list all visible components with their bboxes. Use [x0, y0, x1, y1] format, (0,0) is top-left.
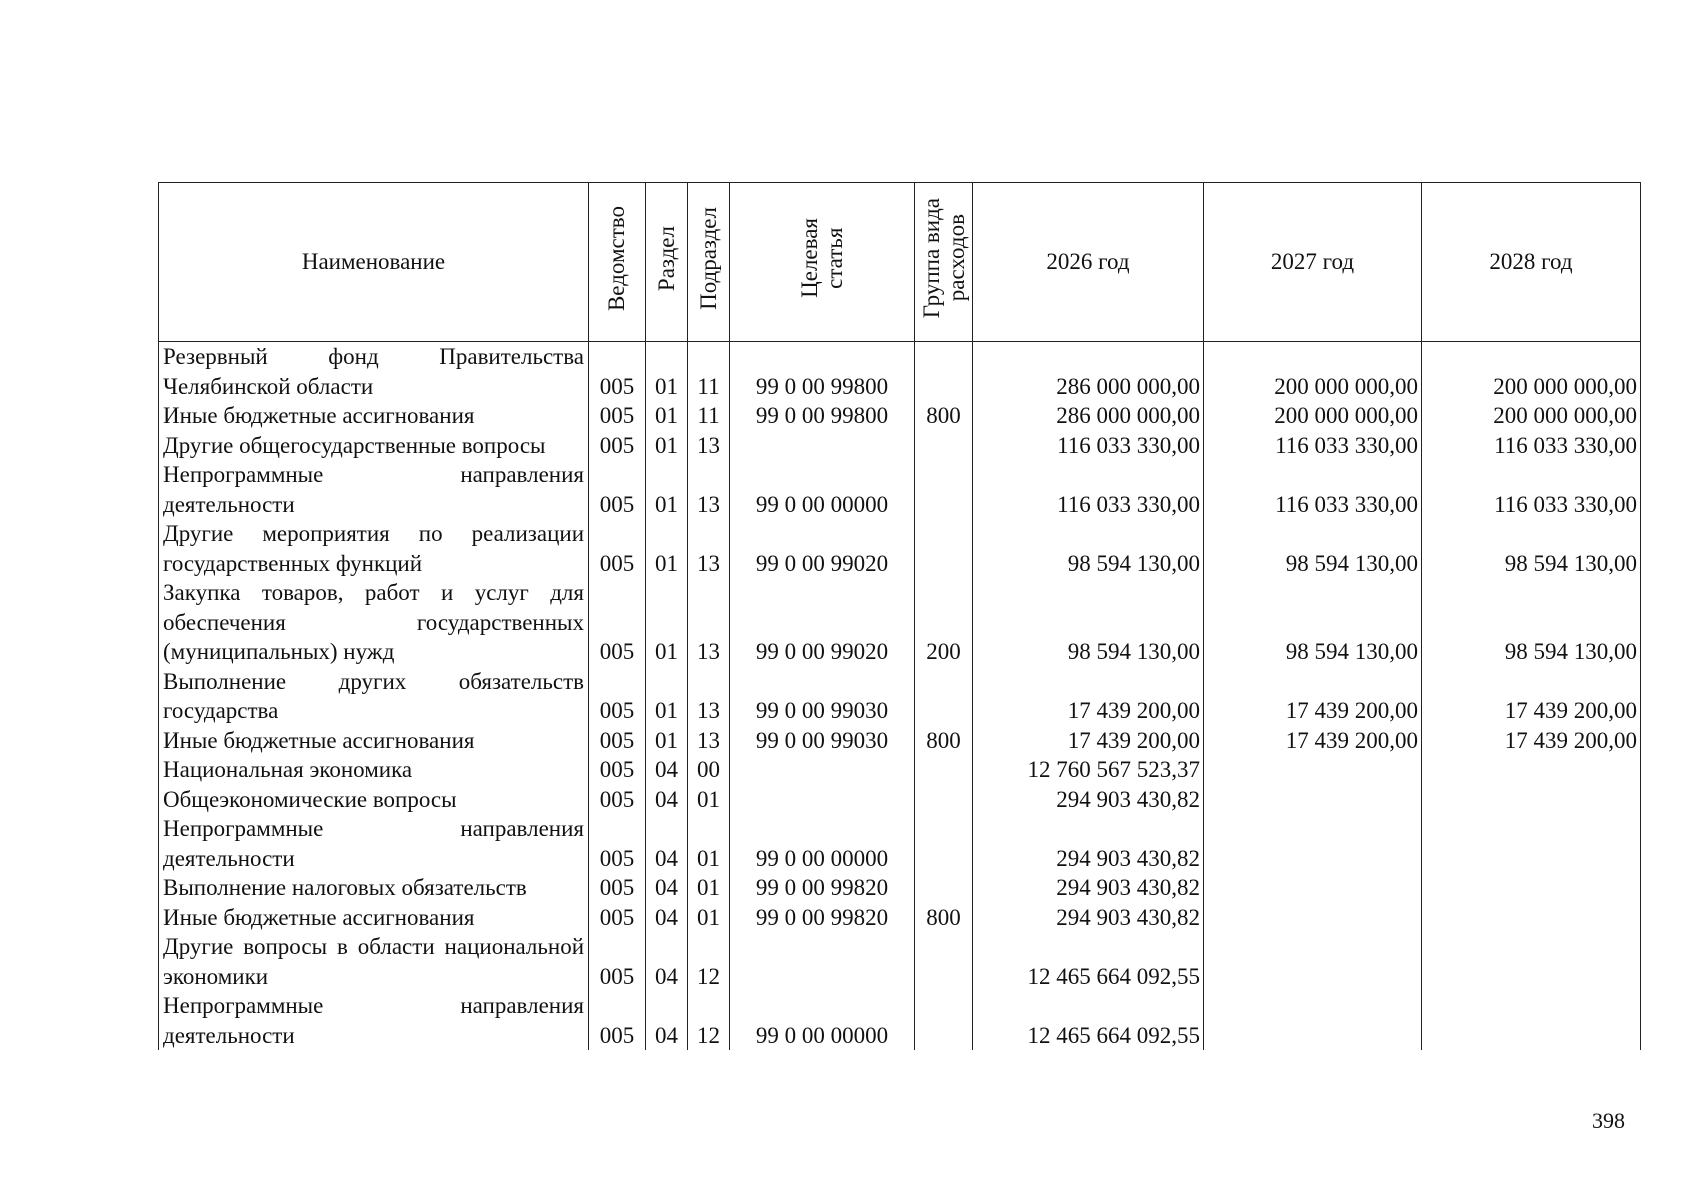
cell-podrazdel: 11: [688, 401, 730, 431]
table-row: [159, 755, 1641, 785]
cell-2026: 294 903 430,82: [973, 903, 1204, 933]
cell-2026: 12 760 567 523,37: [973, 755, 1204, 785]
cell-expense-group: [915, 519, 973, 578]
cell-podrazdel: 11: [688, 342, 730, 402]
cell-name: Выполнение налоговых обязательств: [159, 873, 589, 903]
cell-2027: 200 000 000,00: [1204, 342, 1422, 402]
cell-2026: 294 903 430,82: [973, 873, 1204, 903]
table-row: [159, 342, 1641, 402]
header-razdel: Раздел: [646, 183, 688, 342]
cell-name: Иные бюджетные ассигнования: [159, 903, 589, 933]
cell-2026: 286 000 000,00: [973, 401, 1204, 431]
cell-2028: [1422, 991, 1641, 1050]
table-row: [159, 519, 1641, 578]
cell-2028: [1422, 873, 1641, 903]
table-row: [159, 401, 1641, 431]
cell-expense-group: [915, 873, 973, 903]
cell-vedomstvo: 005: [589, 460, 646, 519]
cell-target-article: 99 0 00 99800: [730, 401, 915, 431]
cell-razdel: 04: [646, 755, 688, 785]
cell-target-article: 99 0 00 99800: [730, 342, 915, 402]
header-name: Наименование: [159, 183, 589, 342]
cell-2028: 17 439 200,00: [1422, 667, 1641, 726]
cell-2026: 12 465 664 092,55: [973, 932, 1204, 991]
cell-vedomstvo: 005: [589, 342, 646, 402]
header-target-article: Целевая статья: [730, 183, 915, 342]
cell-razdel: 01: [646, 726, 688, 756]
table-row: [159, 726, 1641, 756]
cell-vedomstvo: 005: [589, 726, 646, 756]
cell-expense-group: [915, 991, 973, 1050]
cell-2028: 200 000 000,00: [1422, 401, 1641, 431]
cell-target-article: 99 0 00 00000: [730, 991, 915, 1050]
cell-expense-group: [915, 431, 973, 461]
header-year-2028: 2028 год: [1422, 183, 1641, 342]
header-year-2026: 2026 год: [973, 183, 1204, 342]
cell-2026: 12 465 664 092,55: [973, 991, 1204, 1050]
cell-expense-group: [915, 460, 973, 519]
cell-podrazdel: 13: [688, 519, 730, 578]
cell-expense-group: [915, 667, 973, 726]
cell-target-article: 99 0 00 99020: [730, 519, 915, 578]
cell-podrazdel: 12: [688, 932, 730, 991]
cell-razdel: 04: [646, 991, 688, 1050]
cell-name: Иные бюджетные ассигнования: [159, 401, 589, 431]
cell-2027: [1204, 755, 1422, 785]
table-row: [159, 431, 1641, 461]
cell-podrazdel: 01: [688, 873, 730, 903]
cell-vedomstvo: 005: [589, 785, 646, 815]
cell-2028: 98 594 130,00: [1422, 578, 1641, 667]
cell-target-article: 99 0 00 99020: [730, 578, 915, 667]
budget-table: [158, 182, 1641, 1050]
cell-2026: 17 439 200,00: [973, 726, 1204, 756]
cell-podrazdel: 01: [688, 785, 730, 815]
table-row: [159, 667, 1641, 726]
cell-target-article: 99 0 00 99820: [730, 873, 915, 903]
cell-vedomstvo: 005: [589, 873, 646, 903]
cell-razdel: 04: [646, 873, 688, 903]
cell-vedomstvo: 005: [589, 755, 646, 785]
cell-name: Общеэкономические вопросы: [159, 785, 589, 815]
cell-expense-group: [915, 755, 973, 785]
cell-razdel: 01: [646, 519, 688, 578]
cell-target-article: [730, 431, 915, 461]
cell-expense-group: [915, 814, 973, 873]
cell-vedomstvo: 005: [589, 667, 646, 726]
cell-2026: 286 000 000,00: [973, 342, 1204, 402]
page-number: 398: [1592, 1108, 1625, 1133]
cell-podrazdel: 13: [688, 726, 730, 756]
header-vedomstvo: Ведомство: [589, 183, 646, 342]
cell-target-article: [730, 755, 915, 785]
cell-2028: [1422, 785, 1641, 815]
cell-target-article: [730, 932, 915, 991]
cell-razdel: 01: [646, 401, 688, 431]
table-row: [159, 785, 1641, 815]
table-row: [159, 814, 1641, 873]
cell-2026: 116 033 330,00: [973, 431, 1204, 461]
table-row: [159, 932, 1641, 991]
cell-expense-group: 800: [915, 401, 973, 431]
table-row: [159, 991, 1641, 1050]
cell-vedomstvo: 005: [589, 431, 646, 461]
cell-name: Национальная экономика: [159, 755, 589, 785]
cell-name: Иные бюджетные ассигнования: [159, 726, 589, 756]
cell-2028: [1422, 932, 1641, 991]
cell-vedomstvo: 005: [589, 519, 646, 578]
cell-2028: 116 033 330,00: [1422, 460, 1641, 519]
table-row: [159, 460, 1641, 519]
cell-target-article: 99 0 00 99030: [730, 726, 915, 756]
cell-2027: 17 439 200,00: [1204, 667, 1422, 726]
cell-2027: [1204, 814, 1422, 873]
cell-target-article: 99 0 00 00000: [730, 460, 915, 519]
cell-vedomstvo: 005: [589, 932, 646, 991]
cell-2027: 200 000 000,00: [1204, 401, 1422, 431]
cell-target-article: 99 0 00 99820: [730, 903, 915, 933]
table-row: [159, 873, 1641, 903]
cell-podrazdel: 13: [688, 460, 730, 519]
header-row: [159, 183, 1641, 342]
cell-razdel: 01: [646, 460, 688, 519]
cell-target-article: 99 0 00 99030: [730, 667, 915, 726]
cell-name: Закупка товаров, работ и услуг для обеспечения государственных (муниципальных) нужд: [159, 578, 589, 667]
cell-2027: 116 033 330,00: [1204, 460, 1422, 519]
cell-podrazdel: 13: [688, 667, 730, 726]
cell-2027: [1204, 903, 1422, 933]
cell-name: Выполнение других обязательств государства: [159, 667, 589, 726]
cell-2026: 17 439 200,00: [973, 667, 1204, 726]
cell-2027: [1204, 785, 1422, 815]
header-expense-group: Группа вида расходов: [915, 183, 973, 342]
cell-2027: [1204, 932, 1422, 991]
cell-razdel: 04: [646, 903, 688, 933]
cell-name: Непрограммные направления деятельности: [159, 460, 589, 519]
cell-razdel: 04: [646, 932, 688, 991]
cell-2027: 98 594 130,00: [1204, 578, 1422, 667]
cell-razdel: 01: [646, 342, 688, 402]
cell-name: Непрограммные направления деятельности: [159, 991, 589, 1050]
cell-name: Резервный фонд Правительства Челябинской области: [159, 342, 589, 402]
cell-razdel: 01: [646, 431, 688, 461]
cell-2026: 98 594 130,00: [973, 578, 1204, 667]
cell-name: Другие мероприятия по реализации государственных функций: [159, 519, 589, 578]
cell-2028: [1422, 814, 1641, 873]
cell-target-article: [730, 785, 915, 815]
cell-2027: [1204, 991, 1422, 1050]
cell-2027: 116 033 330,00: [1204, 431, 1422, 461]
cell-podrazdel: 13: [688, 578, 730, 667]
cell-podrazdel: 12: [688, 991, 730, 1050]
cell-razdel: 04: [646, 814, 688, 873]
cell-vedomstvo: 005: [589, 991, 646, 1050]
cell-name: Непрограммные направления деятельности: [159, 814, 589, 873]
cell-2026: 116 033 330,00: [973, 460, 1204, 519]
cell-expense-group: [915, 932, 973, 991]
cell-expense-group: 800: [915, 726, 973, 756]
cell-2027: 98 594 130,00: [1204, 519, 1422, 578]
cell-2028: [1422, 755, 1641, 785]
cell-2027: [1204, 873, 1422, 903]
header-podrazdel: Подраздел: [688, 183, 730, 342]
cell-expense-group: [915, 785, 973, 815]
cell-name: Другие общегосударственные вопросы: [159, 431, 589, 461]
cell-razdel: 04: [646, 785, 688, 815]
cell-podrazdel: 01: [688, 814, 730, 873]
cell-2028: 98 594 130,00: [1422, 519, 1641, 578]
cell-razdel: 01: [646, 578, 688, 667]
cell-2026: 294 903 430,82: [973, 785, 1204, 815]
cell-vedomstvo: 005: [589, 578, 646, 667]
header-year-2027: 2027 год: [1204, 183, 1422, 342]
cell-2027: 17 439 200,00: [1204, 726, 1422, 756]
table-row: [159, 578, 1641, 667]
cell-2026: 98 594 130,00: [973, 519, 1204, 578]
cell-podrazdel: 13: [688, 431, 730, 461]
cell-expense-group: 800: [915, 903, 973, 933]
cell-target-article: 99 0 00 00000: [730, 814, 915, 873]
cell-2028: 116 033 330,00: [1422, 431, 1641, 461]
table-row: [159, 903, 1641, 933]
cell-podrazdel: 01: [688, 903, 730, 933]
cell-razdel: 01: [646, 667, 688, 726]
cell-2028: 200 000 000,00: [1422, 342, 1641, 402]
cell-2028: [1422, 903, 1641, 933]
cell-2026: 294 903 430,82: [973, 814, 1204, 873]
cell-vedomstvo: 005: [589, 903, 646, 933]
cell-vedomstvo: 005: [589, 814, 646, 873]
cell-vedomstvo: 005: [589, 401, 646, 431]
cell-podrazdel: 00: [688, 755, 730, 785]
cell-name: Другие вопросы в области национальной экономики: [159, 932, 589, 991]
cell-expense-group: 200: [915, 578, 973, 667]
cell-expense-group: [915, 342, 973, 402]
cell-2028: 17 439 200,00: [1422, 726, 1641, 756]
